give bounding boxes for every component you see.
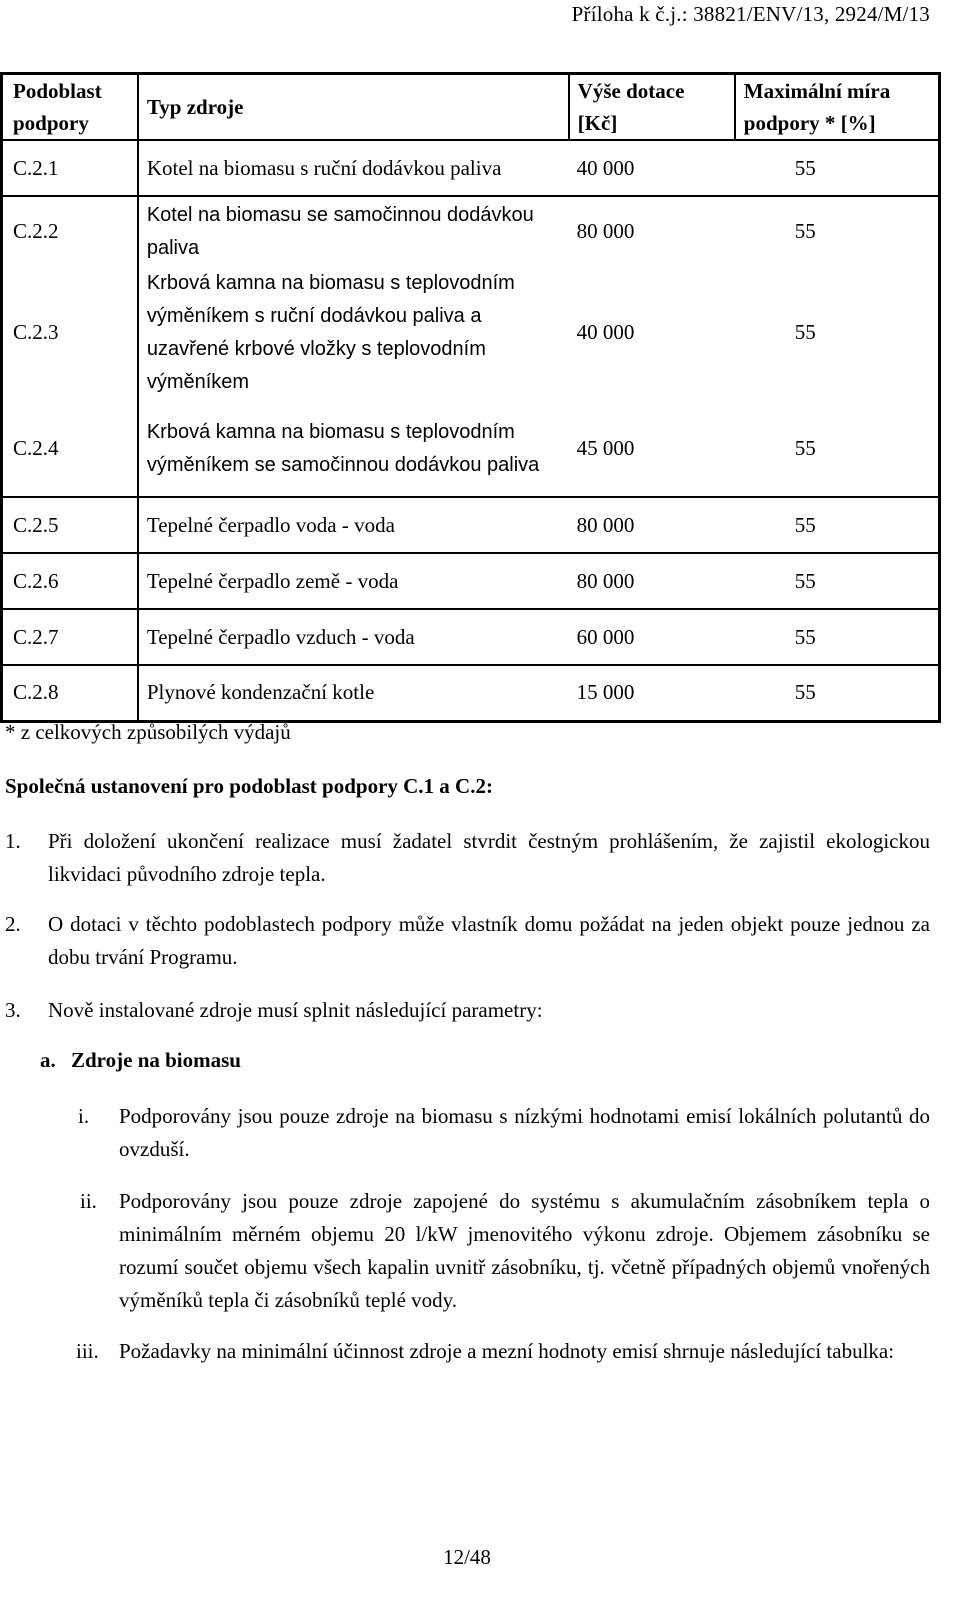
row-type: Plynové kondenzační kotle [146,680,375,705]
row-amount: 15 000 [576,680,635,705]
item-text: Požadavky na minimální účinnost zdroje a mezní hodnoty emisí shrnuje následující tabulka: [119,1339,895,1363]
subsection-title [40,1048,241,1073]
table-header-row [2,74,940,141]
roman-item [78,1185,930,1317]
header-code-line1: Podoblast [13,79,102,103]
numbered-paragraph [5,908,930,974]
roman-item [78,1335,930,1368]
row-rate: 55 [735,553,940,609]
paragraph-number: 1. [5,829,21,853]
row-code: C.2.6 [2,553,138,609]
header-amount-line1: Výše dotace [577,79,685,103]
table-row [2,497,940,553]
row-rate: 55 [735,497,940,553]
item-text: Podporovány jsou pouze zdroje zapojené do systému s akumulačním zásobníkem tepla o minimálním měrném objemu 20 l/kW jmenovitého výkonu zdroje. Objemem zásobníku se rozumí součet objemu všech kapalin uvnitř zásobníku, tj. včetně případných objemů vnořených výměníků tepla či zásobníků teplé vody. [119,1189,930,1312]
row-type: Kotel na biomasu s ruční dodávkou paliva [138,140,569,196]
item-number: ii. [80,1189,97,1213]
row-code: C.2.7 [2,609,138,665]
row-type-text: Krbová kamna na biomasu s teplovodním výměníkem s ruční dodávkou paliva a uzavřené krbové vložky s teplovodním výměníkem [146,272,515,393]
row-code: C.2.3 [2,265,138,399]
header-code-line2: podpory [13,111,89,135]
table-row [2,399,940,497]
table-row [2,265,940,399]
document-reference: Příloha k č.j.: 38821/ENV/13, 2924/M/13 [571,2,930,26]
row-amount: 80 000 [569,497,735,553]
row-amount: 60 000 [569,609,735,665]
item-number: i. [78,1104,90,1128]
page-number: 12/48 [443,1545,491,1569]
grant-table [0,72,941,723]
row-amount: 80 000 [576,219,635,243]
header-rate-line1: Maximální míra [743,79,891,103]
table-row [2,196,940,265]
table-row [2,553,940,609]
subsection-text: Zdroje na biomasu [71,1048,241,1072]
row-rate: 55 [794,219,816,243]
header-amount-line2: [Kč] [577,111,618,135]
paragraph-text: Při doložení ukončení realizace musí žadatel stvrdit čestným prohlášením, že zajistil ekologickou likvidaci původního zdroje tepla. [48,829,930,886]
row-rate: 55 [735,399,940,497]
row-code: C.2.2 [2,196,138,265]
header-type: Typ zdroje [138,74,569,141]
row-type [138,265,569,399]
section-title: Společná ustanovení pro podoblast podpory C.1 a C.2: [5,774,493,798]
row-amount: 40 000 [569,140,735,196]
paragraph-number: 2. [5,912,21,936]
table-row [2,140,940,196]
row-type: Tepelné čerpadlo vzduch - voda [138,609,569,665]
row-rate: 55 [735,609,940,665]
subsection-letter: a. [40,1048,56,1072]
row-type-text: Krbová kamna na biomasu s teplovodním výměníkem se samočinnou dodávkou paliva [146,420,540,476]
header-amount [569,74,735,141]
row-type: Tepelné čerpadlo voda - voda [138,497,569,553]
row-amount: 45 000 [569,399,735,497]
row-code: C.2.1 [2,140,138,196]
roman-item [78,1100,930,1166]
numbered-paragraph [5,994,930,1027]
header-code [2,74,138,141]
row-amount: 40 000 [576,320,635,344]
item-number: iii. [76,1339,99,1363]
paragraph-text: Nově instalované zdroje musí splnit následující parametry: [48,998,543,1022]
row-type [138,399,569,497]
row-code: C.2.5 [2,497,138,553]
row-rate: 55 [735,140,940,196]
row-type-text: Kotel na biomasu se samočinnou dodávkou paliva [146,204,534,259]
table-row [2,665,940,721]
numbered-paragraph [5,825,930,891]
row-type [138,196,569,265]
header-rate-line2: podpory * [%] [743,111,876,135]
item-text: Podporovány jsou pouze zdroje na biomasu s nízkými hodnotami emisí lokálních polutantů do ovzduší. [119,1104,930,1161]
table-row [2,609,940,665]
row-code: C.2.8 [2,665,138,721]
row-rate: 55 [794,320,816,344]
paragraph-number: 3. [5,998,21,1022]
row-type: Tepelné čerpadlo země - voda [138,553,569,609]
row-amount: 80 000 [569,553,735,609]
header-rate [735,74,940,141]
row-code: C.2.4 [2,399,138,497]
paragraph-text: O dotaci v těchto podoblastech podpory může vlastník domu požádat na jeden objekt pouze jednou za dobu trvání Programu. [48,912,930,969]
table-footnote: * z celkových způsobilých výdajů [5,720,291,744]
row-rate: 55 [794,680,816,705]
